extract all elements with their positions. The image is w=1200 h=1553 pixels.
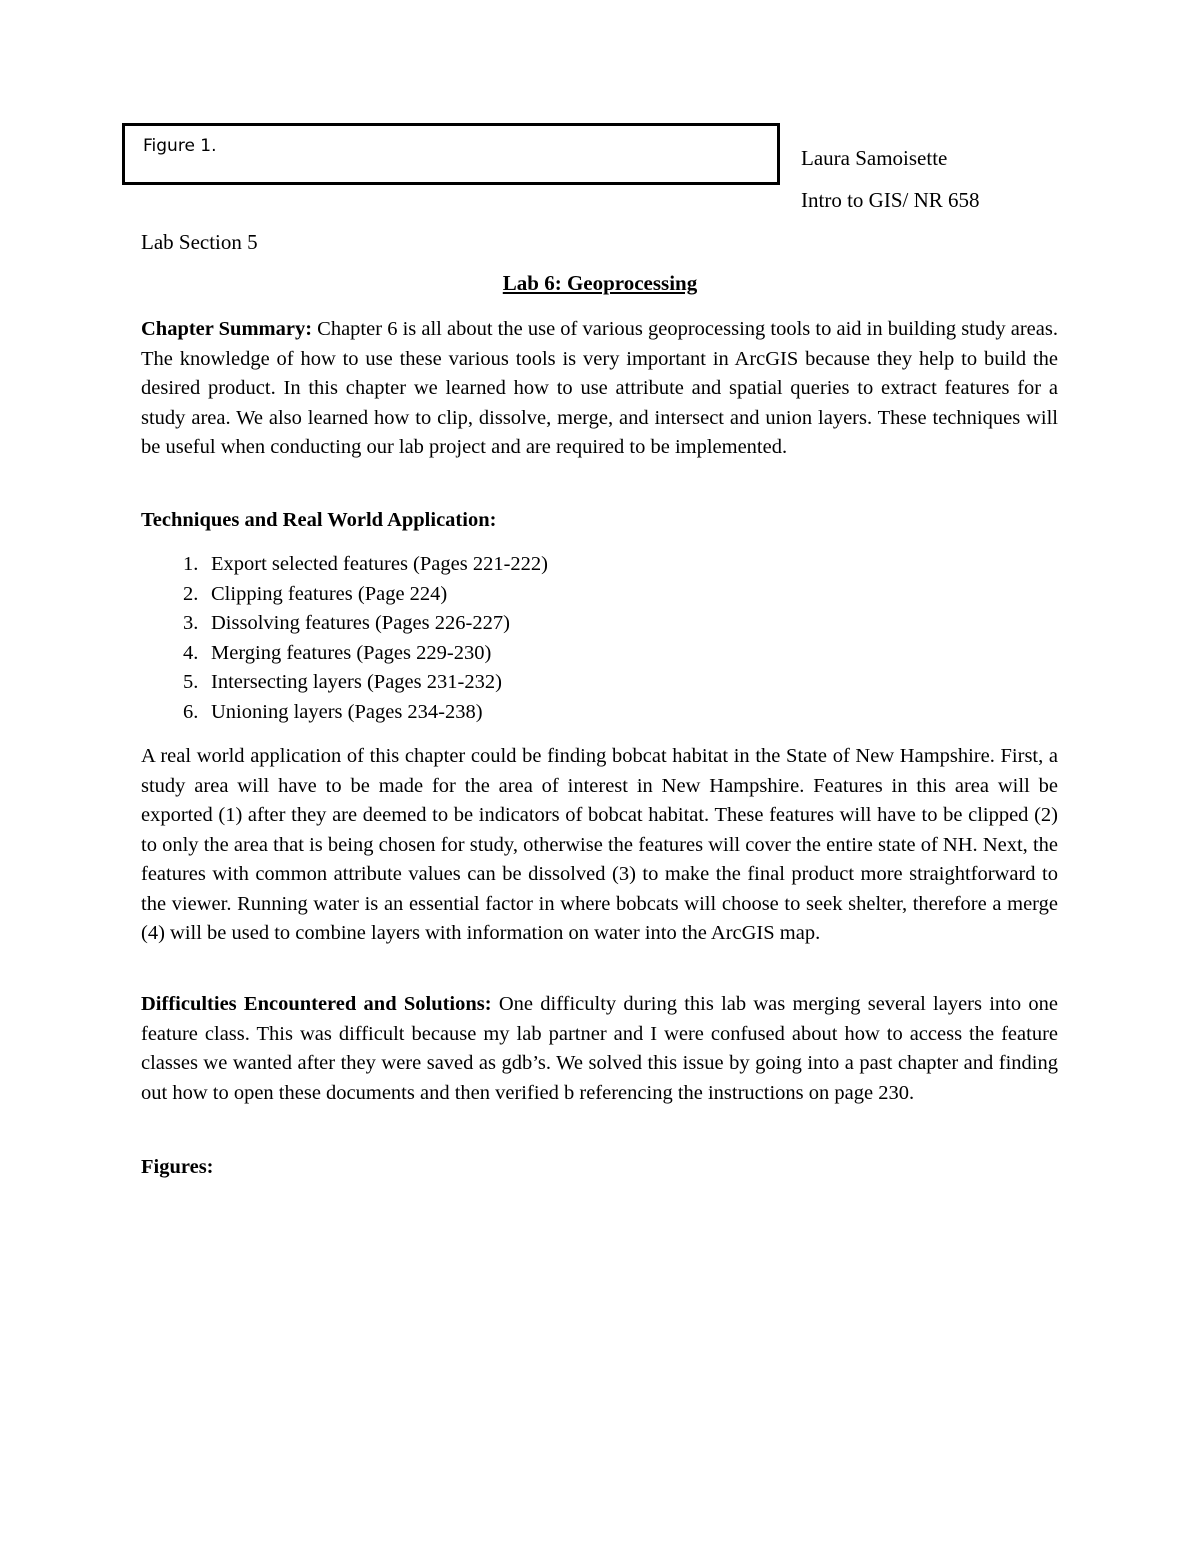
page-title: Lab 6: Geoprocessing: [502, 271, 698, 295]
figure-placeholder-box: [122, 123, 780, 185]
list-item: [141, 609, 548, 639]
list-item-number: 2.: [183, 582, 199, 605]
list-item-text: Intersecting layers (Pages 231-232): [211, 671, 502, 693]
application-paragraph: A real world application of this chapter could be finding bobcat habitat in the State of New Hampshire. First, a study area will have to be made for the area of interest in New Hampshire. Features in this area will be exported (1) after they are deemed to be indicators of bobcat habitat. These features will have to be clipped (2) to only the area that is being chosen for study, otherwise the features will cover the entire state of NH. Next, the features with common attribute values can be dissolved (3) to make the final product more straightforward to the viewer. Running water is an essential factor in where bobcats will choose to seek shelter, therefore a merge (4) will be used to combine layers with information on water into the ArcGIS map.: [141, 745, 1058, 944]
figure-label: Figure 1.: [143, 136, 217, 156]
list-item: [141, 698, 548, 728]
techniques-list: [141, 550, 548, 727]
list-item-text: Merging features (Pages 229-230): [211, 641, 492, 664]
lab-section: Lab Section 5: [141, 230, 258, 254]
list-item-number: 5.: [183, 671, 199, 693]
list-item-text: Unioning layers (Pages 234-238): [211, 700, 483, 723]
figures-heading: Figures:: [141, 1156, 214, 1178]
list-item-text: Export selected features (Pages 221-222): [211, 553, 548, 575]
list-item: [141, 639, 548, 669]
list-item-text: Clipping features (Page 224): [211, 582, 448, 605]
difficulties-text: One difficulty during this lab was merging several layers into one feature class. This was difficult because my lab partner and I were confused about how to access the feature classes we wanted after they were saved as gdb’s. We solved this issue by going into a past chapter and finding out how to open these documents and then verified b referencing the instructions on page 230.: [141, 993, 1058, 1104]
list-item-number: 4.: [183, 641, 199, 664]
list-item-text: Dissolving features (Pages 226-227): [211, 612, 510, 634]
list-item-number: 1.: [183, 553, 199, 575]
difficulties-paragraph: [141, 990, 1058, 1108]
list-item: [141, 580, 548, 610]
list-item: [141, 668, 548, 698]
difficulties-label: Difficulties Encountered and Solutions:: [141, 993, 492, 1015]
list-item: [141, 550, 548, 580]
techniques-heading: Techniques and Real World Application:: [141, 509, 497, 531]
chapter-summary-paragraph: [141, 315, 1058, 463]
list-item-number: 3.: [183, 612, 199, 634]
course-name: Intro to GIS/ NR 658: [801, 188, 980, 212]
chapter-summary-label: Chapter Summary:: [141, 318, 313, 340]
list-item-number: 6.: [183, 700, 199, 723]
author-name: Laura Samoisette: [801, 146, 948, 170]
chapter-summary-text: Chapter 6 is all about the use of various geoprocessing tools to aid in building study areas. The knowledge of how to use these various tools is very important in ArcGIS because they help to build the desired product. In this chapter we learned how to use attribute and spatial queries to extract features for a study area. We also learned how to clip, dissolve, merge, and intersect and union layers. These techniques will be useful when conducting our lab project and are required to be implemented.: [141, 318, 1058, 458]
